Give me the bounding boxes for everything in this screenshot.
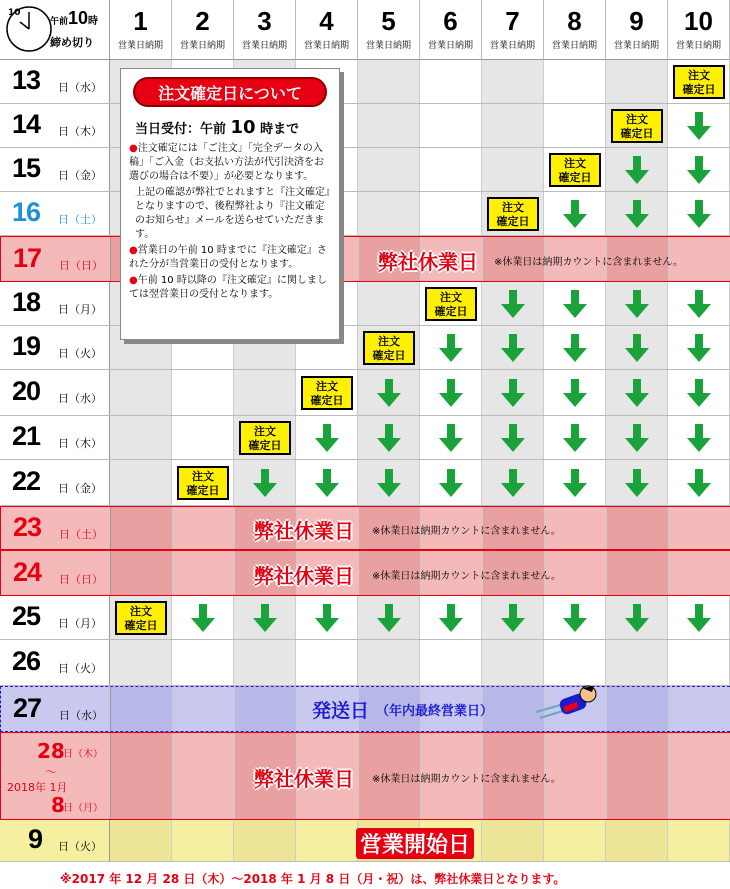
column-label: 営業日納期 [489,41,535,51]
arrow-down-icon [315,469,339,497]
arrow-down-icon [377,424,401,452]
grid-cell [420,104,482,147]
bullet-icon: ● [129,143,138,154]
holiday-label: 弊社休業日 [254,521,354,543]
delivery-hero-icon [534,682,604,726]
deadline-hour: 10 [68,8,89,28]
grid-cell [234,640,296,685]
grid-cell [606,60,668,103]
badge-line1: 注文 [440,291,462,304]
grid-cell [172,416,234,459]
date-weekday: 日（月） [58,303,102,316]
column-label: 営業日納期 [241,41,287,51]
grid-cell [172,820,234,861]
arrow-down-icon [253,469,277,497]
date-number: 19 [12,331,41,361]
arrow-down-icon [191,604,215,632]
column-number: 8 [567,6,582,36]
column-header-9 [606,0,668,60]
grid-cell [358,282,420,325]
column-number: 3 [257,6,272,36]
column-number: 2 [195,6,210,36]
year-label: 2018年 1月 [7,781,68,794]
badge-line1: 注文 [130,605,152,618]
grid-cell [420,192,482,235]
info-title: 注文確定日について [133,77,327,107]
date-number: 27 [13,693,42,723]
arrow-down-icon [439,469,463,497]
arrow-down-icon [377,604,401,632]
confirm-badge [549,153,601,187]
arrow-down-icon [625,379,649,407]
badge-line2: 確定日 [372,349,406,362]
date-number: 23 [13,512,42,542]
arrow-down-icon [501,604,525,632]
arrow-down-icon [687,156,711,184]
date-cell [0,282,110,325]
info-box [120,68,340,340]
grid-cell [669,507,730,549]
column-number: 4 [319,6,334,36]
date-cell [1,733,111,819]
info-p2: 上記の確認が弊社でとれますと『注文確定』となりますので、後程弊社より『注文確定のお知らせ』メールを送らせていただきます。 [135,187,330,240]
row-18 [0,282,730,326]
arrow-down-icon [377,469,401,497]
arrow-down-icon [687,469,711,497]
arrow-down-icon [625,604,649,632]
arrow-down-icon [687,424,711,452]
grid-cell [173,687,235,731]
grid-cell [420,640,482,685]
date-number: 13 [12,65,41,95]
arrow-down-icon [687,604,711,632]
grid-cell [296,640,358,685]
arrow-down-icon [687,200,711,228]
grid-cell [234,820,296,861]
grid-cell [544,820,606,861]
confirm-badge [611,109,663,143]
date-number: 20 [12,376,41,406]
grid-cell [544,104,606,147]
column-number: 7 [505,6,520,36]
confirm-badge [363,331,415,365]
badge-line2: 確定日 [186,484,220,497]
grid-cell [111,507,173,549]
badge-line1: 注文 [502,201,524,214]
date-cell [1,687,111,731]
date-weekday: 日（木） [58,437,102,450]
grid-cell [358,104,420,147]
badge-line2: 確定日 [496,215,530,228]
column-label: 営業日納期 [675,41,721,51]
badge-line2: 確定日 [248,439,282,452]
row-25 [0,596,730,640]
grid-cell [669,551,730,595]
holiday-label: 弊社休業日 [378,252,478,274]
badge-line1: 注文 [688,69,710,82]
info-p4: 午前 10 時以降の『注文確定』に関しましては翌営業日の受付となります。 [129,275,327,300]
grid-cell [111,551,173,595]
grid-cell [110,460,172,505]
date-weekday: 日（火） [58,347,102,360]
column-number: 9 [629,6,644,36]
arrow-down-icon [563,604,587,632]
info-paragraph [129,186,331,242]
holiday-label: 弊社休業日 [254,566,354,588]
grid-cell [173,551,235,595]
grid-cell [110,640,172,685]
column-label: 営業日納期 [117,41,163,51]
column-header-7 [482,0,544,60]
grid-cell [358,640,420,685]
date-cell [1,551,111,595]
date-number: 21 [12,421,41,451]
holiday-note: ※休業日は納期カウントに含まれません。 [494,257,683,268]
grid-cell [607,687,669,731]
date-cell [0,326,110,369]
grid-cell [358,60,420,103]
row-22 [0,460,730,506]
arrow-down-icon [625,424,649,452]
row-16 [0,192,730,236]
grid-cell [358,192,420,235]
grid-cell [607,733,669,819]
badge-line1: 注文 [378,335,400,348]
badge-line1: 注文 [254,425,276,438]
badge-line2: 確定日 [682,83,716,96]
confirm-badge [239,421,291,455]
column-header-6 [420,0,482,60]
date-number: 26 [12,646,41,676]
column-header-1 [110,0,172,60]
arrow-down-icon [315,604,339,632]
arrow-down-icon [625,200,649,228]
date-weekday: 日（水） [58,81,102,94]
date-number: 24 [13,557,42,587]
date-cell [0,60,110,103]
column-header-4 [296,0,358,60]
arrow-down-icon [501,424,525,452]
date-to: 8 [51,793,65,817]
badge-line1: 注文 [316,380,338,393]
date-number: 25 [12,601,41,631]
date-cell [1,507,111,549]
grid-cell [668,640,730,685]
column-number: 5 [381,6,396,36]
grid-cell [607,551,669,595]
dow-from: 日（木） [63,749,103,760]
row-13 [0,60,730,104]
holiday-note: ※休業日は納期カウントに含まれません。 [372,526,561,537]
column-label: 営業日納期 [365,41,411,51]
tilde: 〜 [45,765,58,779]
arrow-down-icon [563,334,587,362]
arrow-down-icon [501,334,525,362]
info-paragraph [129,274,331,302]
date-weekday: 日（日） [59,573,103,586]
arrow-down-icon [563,424,587,452]
arrow-down-icon [501,290,525,318]
grid-cell [607,507,669,549]
info-sub-prefix: 当日受付：午前 [135,122,231,137]
grid-cell [296,820,358,861]
deadline-label: 締め切り [50,36,94,49]
grid-cell [482,104,544,147]
column-number: 10 [684,6,713,36]
column-header-8 [544,0,606,60]
column-header-10 [668,0,730,60]
column-label: 営業日納期 [179,41,225,51]
info-sub-num: 10 [230,117,256,138]
column-header-3 [234,0,296,60]
info-p1: 注文確定には「ご注文」「完全データの入稿」「ご入金（お支払い方法が代引決済をお選びの場合は不要）」が必要となります。 [129,143,324,182]
grid-cell [172,640,234,685]
grid-cell [606,640,668,685]
badge-line2: 確定日 [310,394,344,407]
badge-line1: 注文 [192,470,214,483]
date-cell [0,370,110,415]
date-from: 28 [37,739,65,763]
date-number: 16 [12,197,41,227]
holiday-note: ※休業日は納期カウントに含まれません。 [372,571,561,582]
date-cell [0,820,110,861]
arrow-down-icon [315,424,339,452]
deadline-suffix: 時 [88,16,99,27]
grid-cell [110,416,172,459]
footer-note: ※2017 年 12 月 28 日（木）〜2018 年 1 月 8 日（月・祝）は、弊社休業日となります。 [60,872,566,886]
arrow-down-icon [501,469,525,497]
info-paragraph [129,142,331,184]
date-cell [0,416,110,459]
column-label: 営業日納期 [303,41,349,51]
badge-line2: 確定日 [558,171,592,184]
dow-to: 日（月） [63,803,103,814]
bullet-icon: ● [129,245,138,256]
arrow-down-icon [625,156,649,184]
grid-cell [606,820,668,861]
ship-paren: （年内最終営業日） [376,704,494,719]
row-20 [0,370,730,416]
arrow-down-icon [439,604,463,632]
confirm-badge [115,601,167,635]
ship-label: 発送日 [312,700,370,722]
date-weekday: 日（月） [58,617,102,630]
row-15 [0,148,730,192]
date-cell [0,596,110,639]
arrow-down-icon [563,200,587,228]
date-weekday: 日（木） [58,125,102,138]
column-label: 営業日納期 [613,41,659,51]
grid-cell [234,370,296,415]
badge-line2: 確定日 [124,619,158,632]
arrow-down-icon [687,379,711,407]
start-label: 営業開始日 [356,828,474,859]
arrow-down-icon [563,379,587,407]
confirm-badge [177,466,229,500]
row-24 [0,550,730,596]
grid-cell [173,507,235,549]
grid-cell [173,733,235,819]
date-weekday: 日（水） [58,392,102,405]
date-number: 22 [12,466,41,496]
arrow-down-icon [687,112,711,140]
info-subtitle [135,117,331,138]
bullet-icon: ● [129,275,138,286]
row-23 [0,506,730,550]
grid-cell [544,60,606,103]
info-sub-suffix: 時まで [255,122,300,137]
confirm-badge [301,376,353,410]
grid-cell [668,820,730,861]
column-number: 1 [133,6,148,36]
date-cell [0,192,110,235]
arrow-down-icon [563,469,587,497]
holiday-label: 弊社休業日 [254,769,354,791]
arrow-down-icon [253,604,277,632]
clock-label: 10 [8,8,21,18]
column-header-2 [172,0,234,60]
date-weekday: 日（土） [58,213,102,226]
column-label: 営業日納期 [427,41,473,51]
confirm-badge [487,197,539,231]
badge-line1: 注文 [564,157,586,170]
badge-line2: 確定日 [620,127,654,140]
arrow-down-icon [439,379,463,407]
arrow-down-icon [625,469,649,497]
date-number: 15 [12,153,41,183]
date-cell [0,148,110,191]
holiday-note: ※休業日は納期カウントに含まれません。 [372,774,561,785]
deadline-prefix: 午前 [50,17,69,27]
date-number: 9 [28,824,43,854]
grid-cell [111,733,173,819]
grid-cell [482,640,544,685]
grid-cell [358,148,420,191]
date-number: 18 [12,287,41,317]
arrow-down-icon [501,379,525,407]
arrow-down-icon [687,334,711,362]
grid-cell [669,733,730,819]
grid-cell [235,687,297,731]
deadline-header [0,0,110,60]
grid-cell [482,820,544,861]
date-cell [0,460,110,505]
date-cell [0,640,110,685]
arrow-down-icon [687,290,711,318]
date-weekday: 日（日） [59,259,103,272]
arrow-down-icon [563,290,587,318]
date-cell [1,237,111,281]
confirm-badge [425,287,477,321]
info-paragraph [129,244,331,272]
arrow-down-icon [439,334,463,362]
grid-cell [482,60,544,103]
arrow-down-icon [377,379,401,407]
date-number: 14 [12,109,41,139]
row-26 [0,640,730,686]
date-weekday: 日（火） [58,840,102,853]
date-number: 17 [13,243,42,273]
grid-cell [669,687,730,731]
grid-cell [172,370,234,415]
grid-cell [544,640,606,685]
grid-cell [420,60,482,103]
badge-line1: 注文 [626,113,648,126]
date-weekday: 日（水） [59,709,103,722]
info-p3: 営業日の午前 10 時までに『注文確定』された分が当営業日の受付となります。 [129,245,327,270]
column-number: 6 [443,6,458,36]
column-label: 営業日納期 [551,41,597,51]
row-21 [0,416,730,460]
grid-cell [420,148,482,191]
grid-cell [110,370,172,415]
grid-cell [111,687,173,731]
column-header-5 [358,0,420,60]
confirm-badge [673,65,725,99]
date-weekday: 日（火） [58,662,102,675]
arrow-down-icon [625,334,649,362]
date-weekday: 日（土） [59,528,103,541]
arrow-down-icon [625,290,649,318]
arrow-down-icon [439,424,463,452]
grid-cell [110,820,172,861]
row-28 [0,732,730,820]
grid-cell [482,148,544,191]
badge-line2: 確定日 [434,305,468,318]
date-cell [0,104,110,147]
date-weekday: 日（金） [58,482,102,495]
date-weekday: 日（金） [58,169,102,182]
